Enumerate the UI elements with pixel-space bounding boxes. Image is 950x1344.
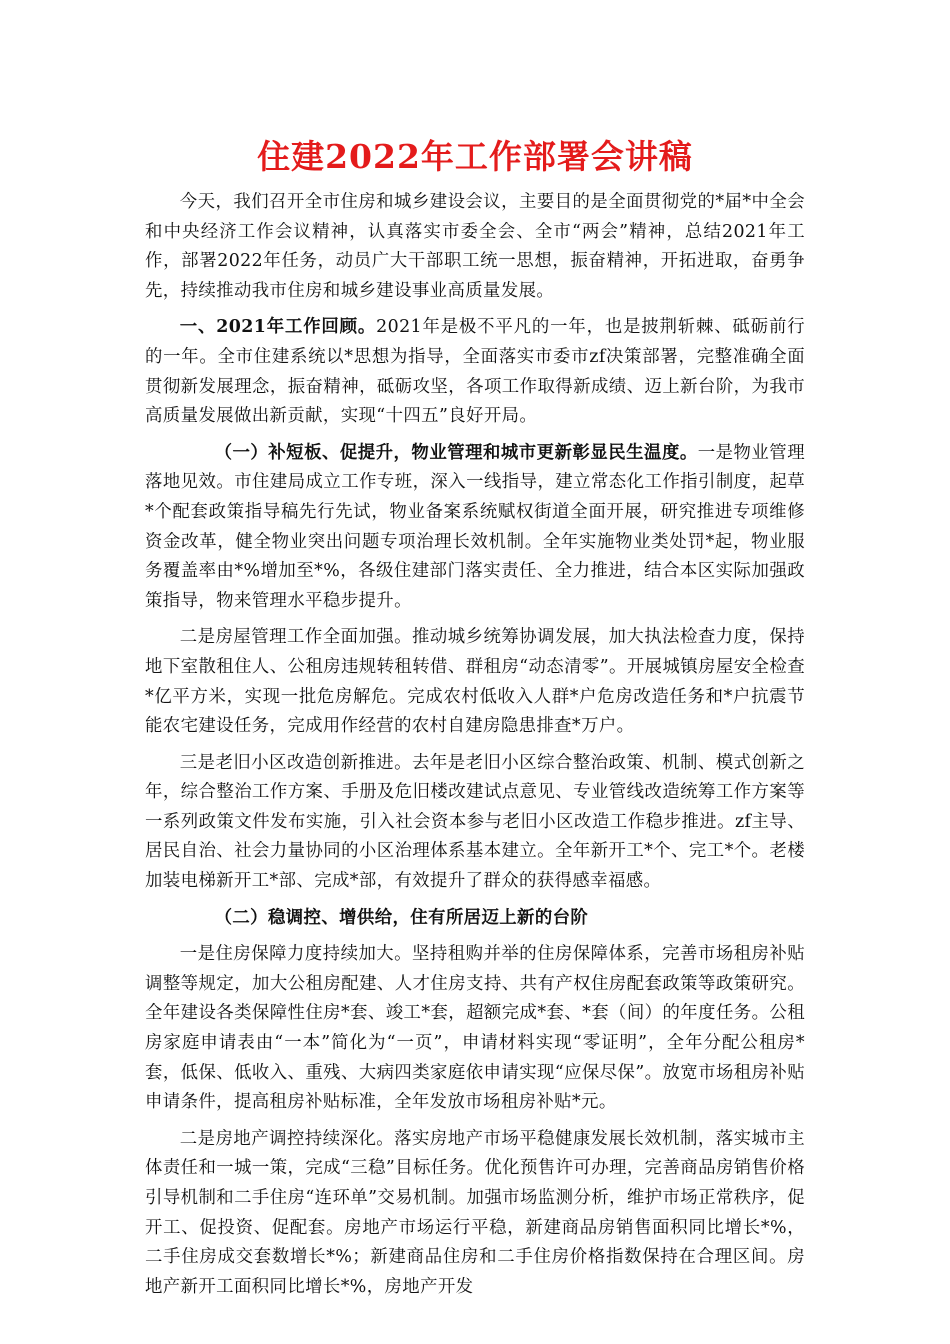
paragraph-housing-security — [145, 940, 805, 1118]
paragraph-housing-management — [145, 623, 805, 741]
paragraph-text: 二是房屋管理工作全面加强。推动城乡统筹协调发展，加大执法检查力度，保持地下室散租住人、公租房违规转租转借、群租房“动态清零”。开展城镇房屋安全检查*亿平方米，实现一批危房解危。完成农村低收入人群*户危房改造任务和*户抗震节能农宅建设任务，完成用作经营的农村自建房隐患排查*万户。 — [145, 627, 805, 737]
paragraph-text: 三是老旧小区改造创新推进。去年是老旧小区综合整治政策、机制、模式创新之年，综合整治工作方案、手册及危旧楼改建试点意见、专业管线改造统筹工作方案等一系列政策文件发布实施，引入社会资本参与老旧小区改造工作稳步推进。zf主导、居民自治、社会力量协同的小区治理体系基本建立。全年新开工*个、完工*个。老楼加装电梯新开工*部、完成*部，有效提升了群众的获得感幸福感。 — [145, 752, 805, 892]
subsection-heading: （一）补短板、促提升，物业管理和城市更新彰显民生温度。 — [214, 442, 698, 463]
paragraph-subsection-2 — [145, 904, 805, 934]
paragraph-text: 一是住房保障力度持续加大。坚持租购并举的住房保障体系，完善市场租房补贴调整等规定，加大公租房配建、人才住房支持、共有产权住房配套政策等政策研究。全年建设各类保障性住房*套、竣工*套，超额完成*套、*套（间）的年度任务。公租房家庭申请表由“一本”简化为“一页”，申请材料实现“零证明”，全年分配公租房*套，低保、低收入、重残、大病四类家庭依申请实现“应保尽保”。放宽市场租房补贴申请条件，提高租房补贴标准，全年发放市场租房补贴*元。 — [145, 944, 805, 1113]
paragraph-old-community — [145, 749, 805, 897]
paragraph-subsection-1 — [145, 439, 805, 617]
paragraph-intro — [145, 188, 805, 306]
paragraph-real-estate — [145, 1125, 805, 1303]
section-heading: 一、2021年工作回顾。 — [179, 317, 377, 338]
document-title: 住建2022年工作部署会讲稿 — [257, 137, 693, 176]
subsection-heading: （二）稳调控、增供给，住有所居迈上新的台阶 — [214, 907, 589, 928]
paragraph-text: 2021年是极不平凡的一年，也是披荆斩棘、砥砺前行的一年。全市住建系统以*思想为指导，全面落实市委市zf决策部署，完整准确全面贯彻新发展理念，振奋精神，砥砺攻坚，各项工作取得新成绩、迈上新台阶，为我市高质量发展做出新贡献，实现“十四五”良好开局。 — [145, 317, 806, 427]
paragraph-text: 二是房地产调控持续深化。落实房地产市场平稳健康发展长效机制，落实城市主体责任和一城一策，完成“三稳”目标任务。优化预售许可办理，完善商品房销售价格引导机制和二手住房“连环单”交易机制。加强市场监测分析，维护市场正常秩序，促开工、促投资、促配套。房地产市场运行平稳，新建商品房销售面积同比增长*%，二手住房成交套数增长*%；新建商品住房和二手住房价格指数保持在合理区间。房地产新开工面积同比增长*%，房地产开发 — [145, 1128, 805, 1297]
paragraph-text: 今天，我们召开全市住房和城乡建设会议，主要目的是全面贯彻党的*届*中全会和中央经济工作会议精神，认真落实市委全会、全市“两会”精神，总结2021年工作，部署2022年任务，动员广大干部职工统一思想，振奋精神，开拓进取，奋勇争先，持续推动我市住房和城乡建设事业高质量发展。 — [145, 192, 805, 301]
paragraph-section-1 — [145, 313, 805, 431]
paragraph-text: 一是物业管理落地见效。市住建局成立工作专班，深入一线指导，建立常态化工作指引制度，起草*个配套政策指导稿先行先试，物业备案系统赋权街道全面开展，研究推进专项维修资金改革，健全物业突出问题专项治理长效机制。全年实施物业类处罚*起，物业服务覆盖率由*%增加至*%，各级住建部门落实责任、全力推进，结合本区实际加强政策指导，物来管理水平稳步提升。 — [145, 442, 805, 611]
